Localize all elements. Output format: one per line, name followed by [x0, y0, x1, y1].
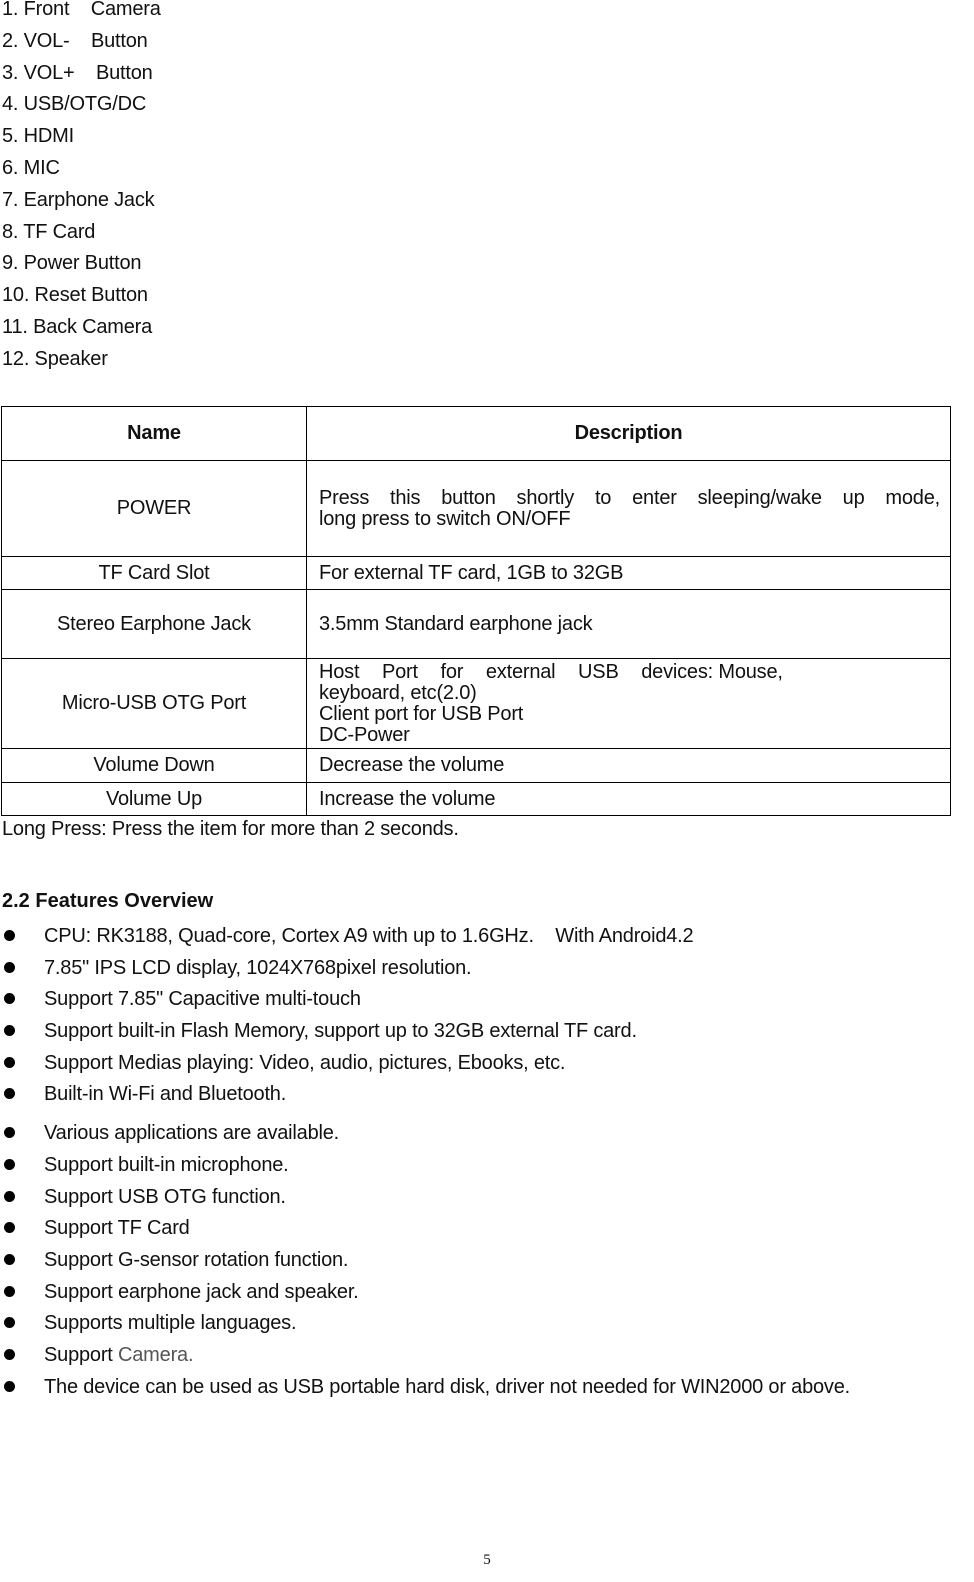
- bullet-icon: [4, 1025, 15, 1036]
- row-description: [307, 590, 951, 659]
- table-row: [2, 557, 951, 590]
- feature-text: Support: [44, 1343, 119, 1366]
- description-line: Client port for USB Port: [319, 702, 524, 725]
- table-row: [2, 783, 951, 816]
- feature-text: Supports multiple languages.: [44, 1312, 297, 1335]
- button-description-table: [1, 406, 951, 816]
- row-description: [307, 749, 951, 783]
- parts-list-item: 2. VOL- Button: [2, 29, 148, 52]
- row-name: TF Card Slot: [2, 557, 307, 590]
- bullet-icon: [4, 1088, 15, 1099]
- row-name: Volume Up: [2, 783, 307, 816]
- feature-item: [0, 1082, 850, 1114]
- feature-item: [0, 1280, 850, 1312]
- parts-list-item: 12. Speaker: [2, 347, 108, 370]
- feature-item: [0, 1343, 850, 1375]
- parts-list-item: 10. Reset Button: [2, 284, 148, 307]
- table-row: [2, 590, 951, 659]
- row-description: [307, 783, 951, 816]
- feature-item: [0, 1019, 850, 1051]
- bullet-icon: [4, 1222, 15, 1233]
- feature-item: [0, 1216, 850, 1248]
- header-name: Name: [2, 407, 307, 461]
- description-line: long press to switch ON/OFF: [319, 507, 571, 530]
- feature-item: [0, 987, 850, 1019]
- row-name: Micro-USB OTG Port: [2, 659, 307, 749]
- parts-list-item: 5. HDMI: [2, 125, 74, 148]
- feature-text: Support built-in Flash Memory, support up to 32GB external TF card.: [44, 1020, 637, 1043]
- bullet-icon: [4, 1254, 15, 1265]
- parts-list-item: 8. TF Card: [2, 220, 96, 243]
- feature-text-camera: Camera.: [118, 1343, 194, 1366]
- description-line: Press this button shortly to enter sleeping/wake up mode,: [319, 486, 940, 509]
- feature-item: [0, 1121, 850, 1153]
- description-line: DC-Power: [319, 723, 410, 746]
- feature-text: Support earphone jack and speaker.: [44, 1280, 359, 1303]
- row-description: [307, 659, 951, 749]
- bullet-icon: [4, 1191, 15, 1202]
- description-line: Decrease the volume: [319, 754, 505, 776]
- feature-item: [0, 1248, 850, 1280]
- table-row: [2, 461, 951, 557]
- parts-list-item: 6. MIC: [2, 156, 60, 179]
- parts-list-item: 1. Front Camera: [2, 0, 161, 20]
- features-list: [0, 924, 850, 1406]
- feature-item: [0, 956, 850, 988]
- feature-text: Support USB OTG function.: [44, 1185, 286, 1208]
- bullet-icon: [4, 1317, 15, 1328]
- feature-item: [0, 1375, 850, 1407]
- row-description: [307, 461, 951, 557]
- feature-item: [0, 1185, 850, 1217]
- bullet-icon: [4, 962, 15, 973]
- parts-list-item: 11. Back Camera: [2, 315, 153, 338]
- feature-text: The device can be used as USB portable hard disk, driver not needed for WIN2000 or above.: [44, 1375, 851, 1398]
- feature-text: CPU: RK3188, Quad-core, Cortex A9 with up to 1.6GHz. With Android4.2: [44, 925, 694, 947]
- long-press-note: Long Press: Press the item for more than 2 seconds.: [2, 818, 459, 840]
- row-name: Volume Down: [2, 749, 307, 783]
- section-title: 2.2 Features Overview: [2, 890, 214, 912]
- feature-text: Built-in Wi-Fi and Bluetooth.: [44, 1083, 287, 1106]
- feature-item: [0, 1051, 850, 1083]
- row-name: POWER: [2, 461, 307, 557]
- bullet-icon: [4, 1286, 15, 1297]
- feature-text: Support 7.85" Capacitive multi-touch: [44, 988, 361, 1011]
- bullet-icon: [4, 930, 15, 941]
- parts-list-item: 3. VOL+ Button: [2, 61, 153, 84]
- header-description: Description: [307, 407, 951, 461]
- parts-list-item: 9. Power Button: [2, 252, 142, 275]
- feature-item: [0, 924, 850, 956]
- row-name: Stereo Earphone Jack: [2, 590, 307, 659]
- feature-text: 7.85" IPS LCD display, 1024X768pixel resolution.: [44, 956, 472, 979]
- bullet-icon: [4, 1127, 15, 1138]
- feature-text: Support Medias playing: Video, audio, pictures, Ebooks, etc.: [44, 1051, 566, 1074]
- bullet-icon: [4, 1381, 15, 1392]
- feature-item: [0, 1311, 850, 1343]
- table-header-row: [2, 407, 951, 461]
- parts-list-item: 7. Earphone Jack: [2, 188, 155, 211]
- page-number: 5: [483, 1552, 491, 1568]
- description-line-part: Mouse,: [718, 660, 783, 683]
- description-line: For external TF card, 1GB to 32GB: [319, 561, 624, 584]
- table-row: [2, 659, 951, 749]
- row-description: [307, 557, 951, 590]
- feature-item: [0, 1153, 850, 1185]
- description-line-part: Host Port for external USB devices:: [319, 660, 713, 683]
- bullet-icon: [4, 993, 15, 1004]
- parts-list-item: 4. USB/OTG/DC: [2, 93, 147, 116]
- parts-list: [2, 0, 161, 382]
- feature-text: Various applications are available.: [44, 1122, 340, 1145]
- feature-text: Support built-in microphone.: [44, 1153, 289, 1176]
- description-line: 3.5mm Standard earphone jack: [319, 612, 593, 635]
- description-line: [319, 662, 940, 683]
- bullet-icon: [4, 1159, 15, 1170]
- description-line: keyboard, etc(2.0): [319, 681, 477, 704]
- feature-text: Support TF Card: [44, 1217, 190, 1240]
- bullet-icon: [4, 1349, 15, 1360]
- table-row: [2, 749, 951, 783]
- bullet-icon: [4, 1057, 15, 1068]
- description-line: Increase the volume: [319, 787, 496, 810]
- feature-text: Support G-sensor rotation function.: [44, 1248, 349, 1271]
